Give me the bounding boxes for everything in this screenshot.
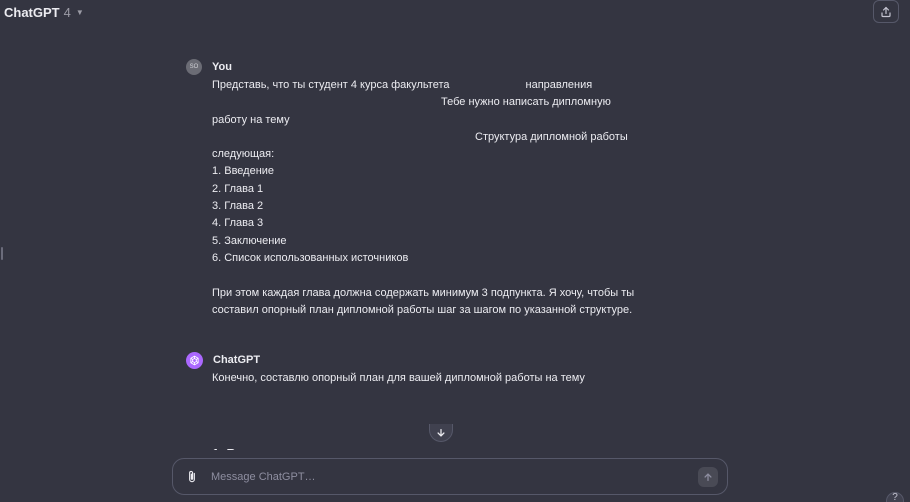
openai-logo-icon — [186, 352, 203, 369]
scroll-to-bottom-button[interactable] — [429, 424, 453, 442]
assistant-message — [186, 352, 666, 387]
list-item: 4. Глава 3 — [212, 217, 264, 230]
list-item: 6. Список использованных источников — [212, 251, 409, 264]
message-line: Тебе нужно написать дипломную — [441, 96, 611, 109]
message-line: работу на тему — [212, 113, 290, 126]
send-button[interactable] — [698, 467, 718, 487]
message-input[interactable] — [211, 467, 681, 487]
app-title: ChatGPT — [4, 4, 60, 20]
arrow-down-icon — [436, 428, 446, 438]
message-body — [212, 77, 666, 319]
message-line: следующая: — [212, 148, 275, 161]
message-line: Конечно, составлю опорный план для вашей дипломной работы на тему — [212, 372, 585, 384]
list-item: 2. Глава 1 — [212, 182, 264, 195]
model-selector[interactable] — [4, 3, 84, 21]
message-author: You — [212, 61, 232, 73]
message-body — [212, 370, 666, 387]
message-line: Представь, что ты студент 4 курса факультета направления — [212, 79, 593, 91]
message-author: ChatGPT — [213, 354, 261, 366]
arrow-up-icon — [703, 472, 713, 482]
chevron-down-icon: ▼ — [75, 7, 84, 17]
message-header — [186, 352, 666, 368]
paperclip-icon[interactable] — [185, 469, 199, 485]
message-line: составил опорный план дипломной работы шаг за шагом по указанной структуре. — [212, 303, 633, 316]
model-version: 4 — [63, 4, 71, 20]
share-icon — [880, 6, 892, 18]
list-item: 3. Глава 2 — [212, 200, 264, 213]
sidebar-toggle-handle[interactable] — [1, 247, 3, 260]
message-line: При этом каждая глава должна содержать минимум 3 подпункта. Я хочу, чтобы ты — [212, 286, 635, 299]
help-button[interactable]: ? — [886, 492, 904, 502]
user-message — [186, 59, 666, 319]
message-line: Структура дипломной работы — [475, 130, 628, 143]
message-composer — [172, 458, 728, 495]
message-header — [186, 59, 666, 75]
user-avatar: SO — [186, 59, 202, 75]
list-item: 1. Введение — [212, 165, 275, 178]
share-button[interactable] — [873, 0, 899, 23]
list-item: 5. Заключение — [212, 234, 287, 247]
